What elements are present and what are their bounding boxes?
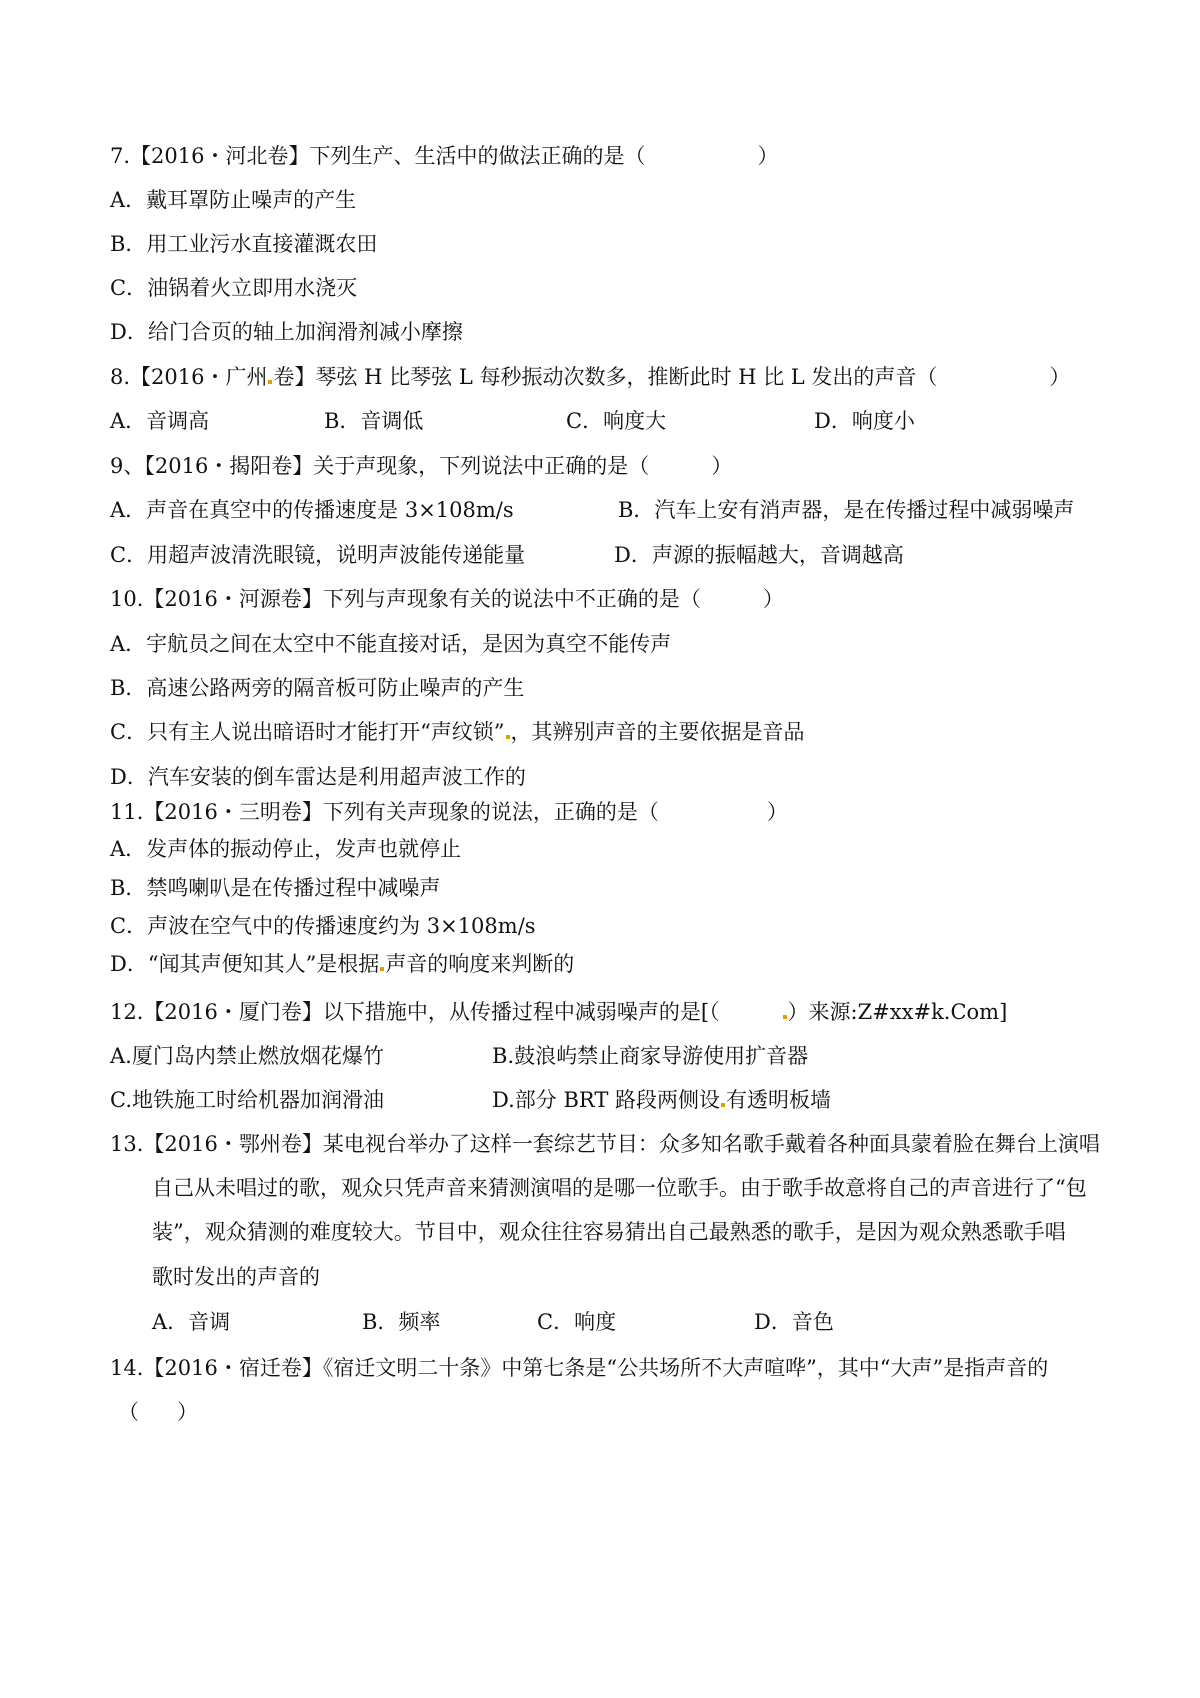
question-12-option-c: C.地铁施工时给机器加润滑油 (110, 1088, 384, 1112)
editor-mark (506, 735, 510, 739)
bracket-close: ） (766, 800, 788, 824)
question-11-option-a: A．发声体的振动停止，发声也就停止 (110, 837, 462, 861)
question-13-stem-line-1: 13.【2016・鄂州卷】某电视台举办了这样一套综艺节目：众多知名歌手戴着各种面具蒙着脸在舞台上演唱 (110, 1132, 1100, 1156)
question-text: 11.【2016・三明卷】下列有关声现象的说法，正确的是（ (110, 800, 659, 824)
question-9-option-b: B．汽车上安有消声器，是在传播过程中减弱噪声 (618, 498, 1075, 522)
question-14-stem: 14.【2016・宿迁卷】《宿迁文明二十条》中第七条是“公共场所不大声喧哗”，其中“大声”是指声音的 (110, 1356, 1049, 1380)
question-text: 8.【2016・广州 (110, 365, 268, 389)
editor-mark (783, 1015, 787, 1019)
option-text: D.部分 BRT 路段两侧设 (492, 1088, 720, 1112)
question-text: 9、【2016・揭阳卷】关于声现象，下列说法中正确的是（ (110, 454, 650, 478)
question-7-option-c: C．油锅着火立即用水浇灭 (110, 276, 358, 300)
question-8-option-a: A．音调高 (110, 409, 210, 433)
editor-mark (268, 380, 272, 384)
question-12-stem (110, 997, 1007, 1027)
question-7-option-a: A．戴耳罩防止噪声的产生 (110, 188, 357, 212)
option-text: 有透明板墙 (726, 1088, 831, 1112)
question-10-option-d: D．汽车安装的倒车雷达是利用超声波工作的 (110, 765, 526, 789)
bracket-close: ） (1049, 365, 1071, 389)
question-12-option-a: A.厦门岛内禁止燃放烟花爆竹 (110, 1044, 384, 1068)
question-10-stem (110, 584, 784, 614)
question-9-stem (110, 451, 732, 481)
question-text: 7.【2016・河北卷】下列生产、生活中的做法正确的是（ (110, 144, 646, 168)
question-8-stem (110, 362, 1070, 392)
question-text: 10.【2016・河源卷】下列与声现象有关的说法中不正确的是（ (110, 587, 701, 611)
option-text: ，其辨别声音的主要依据是音品 (510, 720, 805, 744)
question-8-option-d: D．响度小 (814, 409, 915, 433)
question-text: 琴弦 H 比琴弦 L 每秒振动次数多，推断此时 H 比 L 发出的声音（ (315, 365, 938, 389)
bracket-open: （ (118, 1400, 139, 1424)
question-12-option-b: B.鼓浪屿禁止商家导游使用扩音器 (492, 1044, 809, 1068)
option-text: 声音的响度来判断的 (385, 952, 575, 976)
question-10-option-a: A．宇航员之间在太空中不能直接对话，是因为真空不能传声 (110, 632, 672, 656)
question-8-option-b: B．音调低 (324, 409, 424, 433)
question-8-option-c: C．响度大 (566, 409, 667, 433)
question-11-option-b: B．禁鸣喇叭是在传播过程中减噪声 (110, 876, 441, 900)
question-7-stem (110, 141, 778, 171)
question-11-option-d (110, 949, 574, 979)
bracket-close: ） (762, 587, 784, 611)
question-13-stem-line-4: 歌时发出的声音的 (152, 1265, 320, 1289)
question-13-stem-line-3: 装”，观众猜测的难度较大。节目中，观众往往容易猜出自己最熟悉的歌手，是因为观众熟悉歌手唱 (152, 1220, 1066, 1244)
bracket-close: ） (177, 1400, 198, 1424)
editor-mark (380, 967, 384, 971)
question-13-option-b: B．频率 (362, 1310, 441, 1334)
option-text: C．只有主人说出暗语时才能打开“声纹锁” (110, 720, 505, 744)
question-13-option-a: A．音调 (152, 1310, 231, 1334)
question-9-option-c: C．用超声波清洗眼镜，说明声波能传递能量 (110, 543, 526, 567)
question-12-option-d (492, 1085, 831, 1115)
question-source: ）来源:Z#xx#k.Com] (787, 1000, 1008, 1024)
question-14-answer-bracket (118, 1397, 198, 1427)
question-13-option-c: C．响度 (537, 1310, 617, 1334)
question-11-stem (110, 797, 788, 827)
question-text: 卷】 (273, 365, 316, 389)
question-9-option-d: D．声源的振幅越大，音调越高 (614, 543, 904, 567)
question-11-option-c: C．声波在空气中的传播速度约为 3×108m/s (110, 914, 536, 938)
question-10-option-c (110, 717, 805, 747)
question-text: 12.【2016・厦门卷】以下措施中，从传播过程中减弱噪声的是[（ (110, 1000, 720, 1024)
option-text: D．“闻其声便知其人”是根据 (110, 952, 380, 976)
editor-mark (721, 1103, 725, 1107)
question-13-option-d: D．音色 (754, 1310, 834, 1334)
question-9-option-a: A．声音在真空中的传播速度是 3×108m/s (110, 498, 514, 522)
bracket-close: ） (711, 454, 733, 478)
question-7-option-b: B．用工业污水直接灌溉农田 (110, 232, 378, 256)
question-7-option-d: D．给门合页的轴上加润滑剂减小摩擦 (110, 320, 463, 344)
question-10-option-b: B．高速公路两旁的隔音板可防止噪声的产生 (110, 676, 525, 700)
bracket-close: ） (757, 144, 779, 168)
question-13-stem-line-2: 自己从未唱过的歌，观众只凭声音来猜测演唱的是哪一位歌手。由于歌手故意将自己的声音进行了“包 (152, 1176, 1087, 1200)
